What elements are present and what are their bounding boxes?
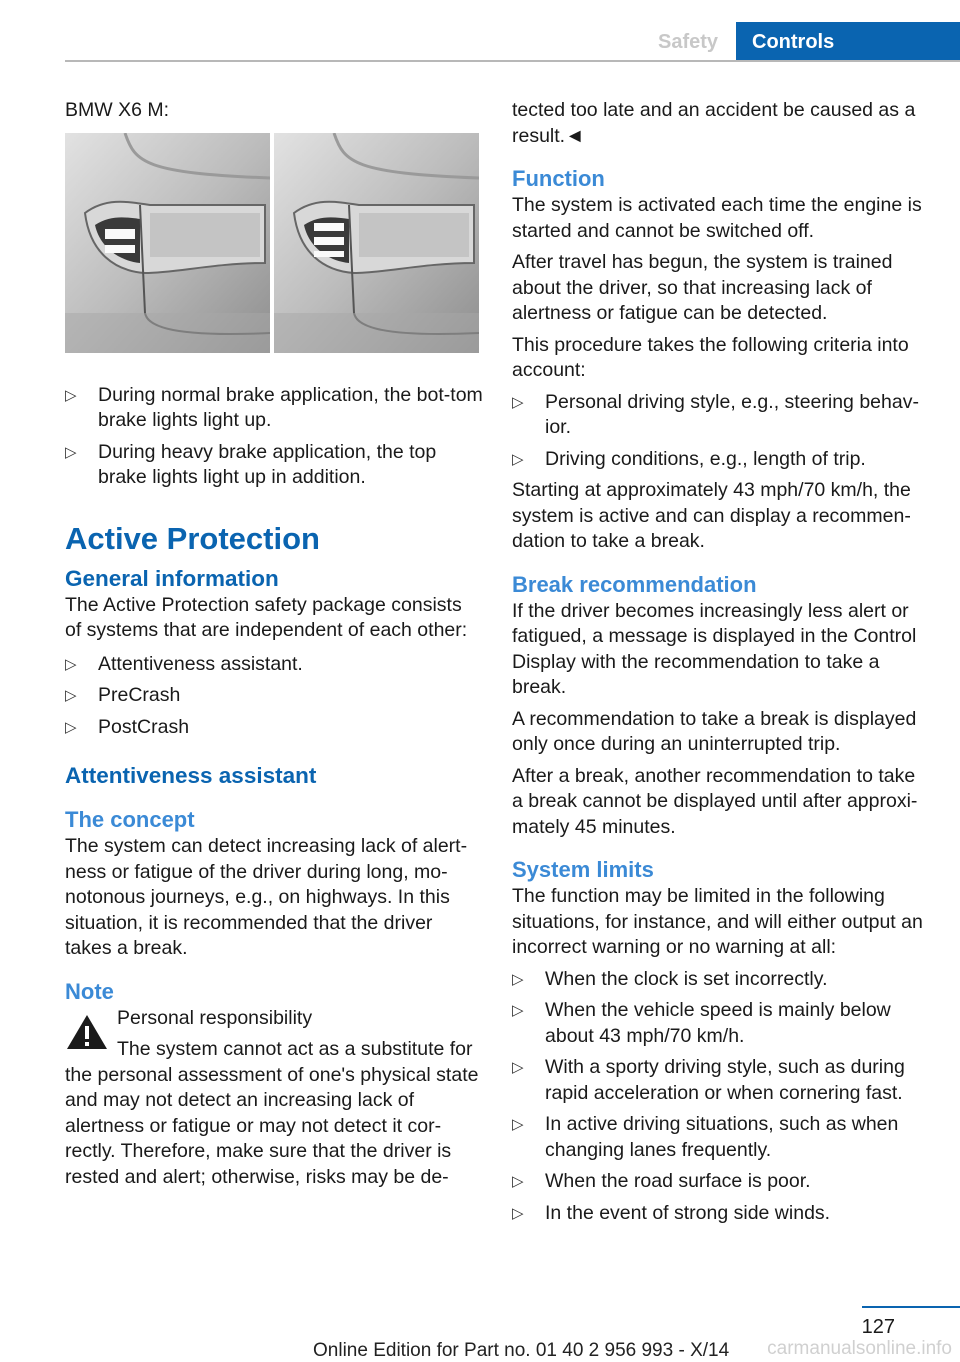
right-column [512, 98, 930, 1232]
general-text: The Active Protection safety package consists of systems that are independent of each other: [65, 593, 468, 641]
list-item: ▷ Personal driving style, e.g., steering behav‐ior. [512, 390, 919, 438]
break-paragraph: After a break, another recommendation to take a break cannot be displayed until after approxi‐mately 45 minutes. [512, 764, 918, 838]
list-item: ▷ PostCrash [65, 715, 483, 741]
list-item: ▷ In active driving situations, such as when changing lanes frequently. [512, 1113, 899, 1161]
note-text: The system cannot act as a substitute for the personal assessment of one's physical state and may not detect an increasing lack of alertness or fatigue or may not detect it cor‐rectly. Therefore, make sure that the driver is rested and alert; otherwise, risks may be de‐ [65, 1038, 479, 1188]
bullet-triangle-icon: ▷ [65, 687, 77, 704]
bullet-triangle-icon: ▷ [512, 1204, 524, 1222]
page-number: 127 [861, 1316, 895, 1338]
warning-note [65, 1006, 483, 1191]
list-item: ▷ With a sporty driving style, such as during rapid acceleration or when cornering fast. [512, 1056, 905, 1104]
bullet-triangle-icon: ▷ [512, 1173, 524, 1190]
model-label: BMW X6 M: [65, 99, 170, 121]
warning-triangle-icon [65, 1012, 109, 1052]
bullet-triangle-icon: ▷ [512, 393, 524, 411]
systems-list [65, 652, 483, 741]
bullet-triangle-icon: ▷ [65, 443, 77, 461]
left-column [65, 98, 483, 1190]
list-item: ▷ When the road surface is poor. [512, 1169, 930, 1195]
concept-text: The system can detect increasing lack of alert‐ness or fatigue of the driver during long, mo‐notonous journeys, e.g., on highways. In this situation, it is recommended that the driver takes a break. [65, 835, 468, 959]
page-header [0, 0, 960, 62]
brake-light-images [65, 133, 483, 353]
bullet-triangle-icon: ▷ [512, 970, 524, 988]
list-item: ▷ During normal brake application, the bot‐tom brake lights light up. [65, 383, 483, 431]
bullet-triangle-icon: ▷ [512, 1002, 524, 1019]
list-item: ▷ When the clock is set incorrectly. [512, 967, 930, 993]
break-paragraph: A recommendation to take a break is displayed only once during an uninterrupted trip. [512, 707, 917, 755]
list-item: ▷ Driving conditions, e.g., length of trip. [512, 447, 930, 473]
heading-note: Note [65, 978, 114, 1004]
watermark: carmanualsonline.info [767, 1338, 952, 1359]
function-paragraph: After travel has begun, the system is trained about the driver, so that increasing lack of alertness or fatigue can be detected. [512, 251, 893, 324]
limits-paragraph: The function may be limited in the following situations, for instance, and will either output an incorrect warning or no warning at all: [512, 885, 923, 958]
tab-safety[interactable]: Safety [657, 31, 719, 53]
bullet-triangle-icon: ▷ [65, 655, 77, 673]
tab-controls-label: Controls [752, 31, 835, 53]
heading-function: Function [512, 166, 605, 191]
list-item: ▷ In the event of strong side winds. [512, 1201, 930, 1227]
continued-text: tected too late and an accident be caused as a result.◄ [512, 99, 916, 147]
bullet-triangle-icon: ▷ [512, 450, 524, 468]
tab-controls[interactable] [736, 22, 960, 62]
list-item: ▷ When the vehicle speed is mainly below about 43 mph/70 km/h. [512, 999, 891, 1047]
footer-rule [862, 1306, 960, 1308]
function-paragraph: Starting at approximately 43 mph/70 km/h, the system is active and can display a recommen‐dation to take a break. [512, 479, 911, 552]
heading-attentiveness-assistant: Attentiveness assistant [65, 763, 317, 788]
list-item: ▷ Attentiveness assistant. [65, 652, 483, 678]
header-rule [65, 60, 960, 62]
limits-list [512, 967, 930, 1227]
brake-light-list [65, 383, 483, 491]
heading-the-concept: The concept [65, 807, 195, 832]
bullet-triangle-icon: ▷ [512, 1116, 524, 1133]
heading-system-limits: System limits [512, 857, 654, 882]
note-title: Personal responsibility [117, 1006, 313, 1029]
bullet-triangle-icon: ▷ [65, 386, 77, 404]
bottom-brake-light-image [65, 133, 270, 353]
heading-break-recommendation: Break recommendation [512, 571, 757, 597]
top-brake-light-image [274, 133, 479, 353]
bullet-triangle-icon: ▷ [512, 1059, 524, 1076]
heading-general-information: General information [65, 565, 279, 591]
section-title-active-protection: Active Protection [65, 520, 320, 556]
list-item: ▷ PreCrash [65, 683, 483, 709]
function-paragraph: The system is activated each time the engine is started and cannot be switched off. [512, 194, 922, 242]
list-item: ▷ During heavy brake application, the top brake lights light up in addition. [65, 440, 437, 488]
criteria-list [512, 390, 930, 473]
function-paragraph: This procedure takes the following criteria into account: [512, 333, 909, 381]
edition-text: Online Edition for Part no. 01 40 2 956 993 - X/14 [313, 1340, 730, 1361]
break-paragraph: If the driver becomes increasingly less alert or fatigued, a message is displayed in the Control Display with the recommendation to take a break. [512, 599, 917, 698]
bullet-triangle-icon: ▷ [65, 718, 77, 736]
